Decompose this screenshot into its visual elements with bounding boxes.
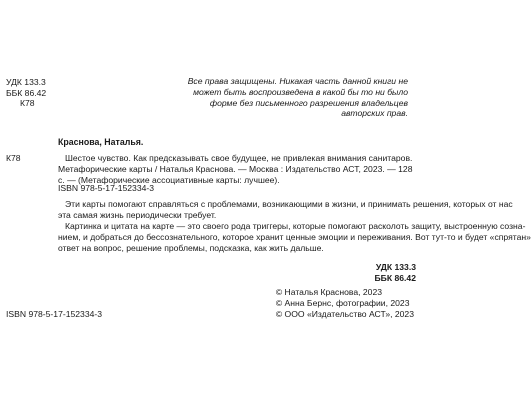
isbn-bottom: ISBN 978-5-17-152334-3 bbox=[6, 309, 103, 319]
author-mark-mid: К78 bbox=[6, 153, 21, 163]
copyright-line: © Анна Бернс, фотографии, 2023 bbox=[275, 298, 410, 308]
udk-code: УДК 133.3 bbox=[6, 77, 46, 87]
annotation-line: эта самая жизнь периодически требует. bbox=[58, 210, 217, 220]
author-name: Краснова, Наталья. bbox=[58, 137, 144, 147]
udk-code-bottom: УДК 133.3 bbox=[375, 262, 416, 272]
copyright-line: © Наталья Краснова, 2023 bbox=[275, 287, 383, 297]
annotation-line: ответ на вопрос, решение проблемы, подсказка, как жить дальше. bbox=[58, 243, 324, 253]
annotation bbox=[58, 199, 531, 254]
annotation-line: Эти карты помогают справляться с проблемами, возникающими в жизни, и принимать решения, которых от нас bbox=[65, 199, 513, 209]
bbk-code-bottom: ББК 86.42 bbox=[374, 272, 416, 283]
isbn: ISBN 978-5-17-152334-3 bbox=[58, 183, 155, 193]
classification-block bbox=[6, 77, 46, 109]
copyright-block bbox=[276, 287, 414, 320]
copyright-line: © ООО «Издательство АСТ», 2023 bbox=[275, 309, 414, 319]
author-mark: К78 bbox=[20, 98, 35, 109]
annotation-line: нием, и добраться до бессознательного, которое хранит ценные эмоции и переживания. Вот тут-то и будет «спрятан» bbox=[58, 232, 531, 242]
bbk-code: ББК 86.42 bbox=[6, 87, 47, 98]
classification-block-bottom bbox=[375, 262, 417, 284]
annotation-line: Картинка и цитата на карте — это своего рода триггеры, которые помогают расколоть защиту, выстроенную созна- bbox=[65, 221, 526, 231]
title-description: Шестое чувство. Как предсказывать свое будущее, не привлекая внимания санитаров. Метафорические карты / Наталья Краснова. — Москва : Издательство АСТ, 2023. — 128 с. — (Метафорические ассоциативные карты: лучшее). bbox=[58, 153, 413, 185]
rights-notice: Все права защищены. Никакая часть данной книги не может быть воспроизведена в какой бы то ни было форме без письменного разрешения владельцев авторских прав. bbox=[187, 76, 408, 119]
